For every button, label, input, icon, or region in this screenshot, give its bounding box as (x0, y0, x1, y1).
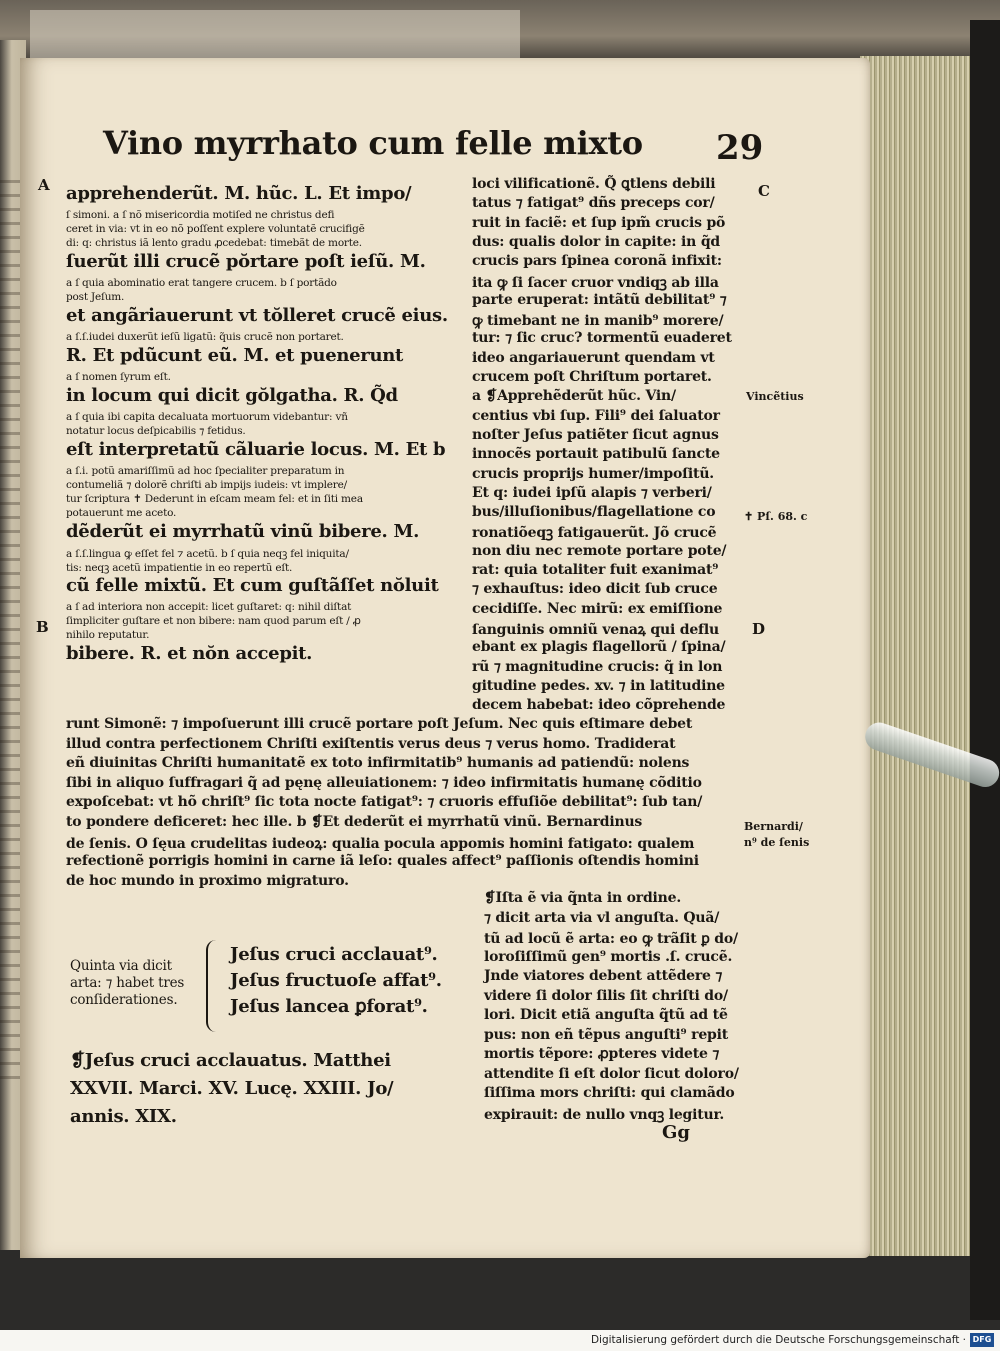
full-width-line: de hoc mundo in proximo migraturo. (66, 872, 349, 889)
brace-item: Jeſus cruci acclauat⁹. (230, 944, 438, 965)
footer-bar (0, 1330, 1000, 1351)
left-column-line: in locum qui dicit gŏlgatha. R. Q̃d (66, 385, 398, 406)
right-column-line: Et q: iudei ipſũ alapis ⁊ verberi/ (472, 484, 712, 501)
left-column-line: bibere. R. et nŏn accepit. (66, 643, 313, 664)
margin-note-bernardinus-2: n⁹ de ſenis (744, 836, 810, 849)
left-column-line: ſuerũt illi crucẽ pŏrtare poſt ieſũ. M. (66, 251, 426, 272)
left-column-line: dẽderũt ei myrrhatũ vinũ bibere. M. (66, 521, 420, 542)
right-column-line: cecidiſſe. Nec mirũ: ex emiſſione (472, 600, 723, 617)
margin-letter-c: C (758, 182, 770, 200)
left-column-line: contumeliã ⁊ dolorẽ chriſti ab impijs iudeis: vt implere/ (66, 479, 347, 491)
left-column-line: apprehenderũt. M. hũc. L. Et impo/ (66, 183, 412, 204)
right-column-line: gitudine pedes. xv. ⁊ in latitudine (472, 677, 725, 694)
right-column-line: parte eruperat: intãtũ debilitat⁹ ⁊ (472, 291, 727, 308)
quinta-line: arta: ⁊ habet tres (70, 975, 185, 991)
rubric-line: XXVII. Marci. XV. Lucę. XXIII. Jo/ (70, 1078, 394, 1099)
right-lower-line: Jnde viatores debent attẽdere ⁊ (484, 968, 723, 984)
right-lower-line: loroſiſſimũ gen⁹ mortis .ſ. crucẽ. (484, 948, 733, 965)
full-width-line: de ſenis. O ſęua crudelitas iudeoꝝ: qualia pocula appomis homini fatigato: qualem (66, 835, 695, 852)
margin-letter-b: B (36, 618, 49, 636)
margin-note-psalm: ✝ Pſ. 68. c (744, 510, 808, 523)
right-column-line: ⁊ exhauſtus: ideo dicit ſub cruce (472, 581, 718, 598)
right-column-line: non diu nec remote portare pote/ (472, 542, 727, 559)
left-column-line: di: q: christus iã lento gradu ꝓcedebat: timebãt de morte. (66, 237, 362, 249)
left-column-line: nihilo reputatur. (66, 629, 150, 641)
right-column-line: loci vilificationẽ. Q̃ ꝗtlens debili (472, 176, 716, 192)
running-header: Vino myrrhato cum felle mixto (103, 124, 643, 162)
left-column-line: tur ſcriptura ✝ Dederunt in eſcam meam fel: et in ſiti mea (66, 493, 363, 505)
right-column-line: noſter Jeſus patiẽter ſicut agnus (472, 426, 719, 443)
rubric-line: annis. XIX. (70, 1106, 177, 1127)
right-column-line: tatus ⁊ fatigat⁹ dñs preceps cor/ (472, 195, 715, 212)
rubric-line: ❡Jeſus cruci acclauatus. Matthei (70, 1050, 391, 1071)
facing-page-remnant (30, 10, 520, 60)
left-column-line: a ſ.i. potũ amariſſimũ ad hoc ſpecialiter preparatum in (66, 465, 345, 477)
right-lower-line: ſiſſima mors chriſti: qui clamãdo (484, 1085, 735, 1101)
right-lower-line: expirauit: de nullo vnqꝫ legitur. (484, 1106, 725, 1123)
right-column-line: rũ ⁊ magnitudine crucis: q̃ in lon (472, 658, 723, 675)
left-column-line: ſ simoni. a ſ nõ misericordia motiſed ne christus defi (66, 209, 335, 221)
right-column-line: ronatiõeqꝫ fatigauerũt. Jõ crucẽ (472, 525, 717, 542)
catchword: Gg (662, 1122, 690, 1143)
right-column-line: ruit in faciẽ: et ſup ipm̃ crucis põ (472, 214, 726, 231)
brace-item: Jeſus fructuoſe affat⁹. (230, 970, 442, 991)
left-column-line: ceret in via: vt in eo nõ poſſent explere voluntatẽ crucifigẽ (66, 223, 365, 235)
left-column-line: ſimpliciter guſtare et non bibere: nam quod parum eſt / ꝓ (66, 615, 361, 627)
left-column-line: potauerunt me aceto. (66, 507, 177, 519)
right-column-line: centius vbi ſup. Fili⁹ dei ſaluator (472, 407, 720, 424)
right-column-line: innocẽs portauit patibulũ ſancte (472, 446, 720, 463)
right-column-line: tur: ⁊ ſic cruc? tormentũ euaderet (472, 330, 732, 347)
right-lower-line: pus: non eñ tẽpus anguſti⁹ repit (484, 1026, 729, 1043)
full-width-line: runt Simonẽ: ⁊ impoſuerunt illi crucẽ portare poſt Jeſum. Nec quis eſtimare debet (66, 716, 693, 732)
right-column-line: ſanguinis omniũ venaꝝ qui deflu (472, 621, 719, 638)
quinta-line: conſiderationes. (70, 992, 178, 1008)
right-column-line: a ❡Apprehẽderũt hũc. Vin/ (472, 388, 676, 405)
page-block-edges (860, 56, 975, 1256)
right-column-line: dus: qualis dolor in capite: in q̃d (472, 233, 720, 250)
quinta-line: Quinta via dicit (70, 958, 172, 974)
right-lower-line: ❡Iſta ẽ via q̃nta in ordine. (484, 890, 682, 906)
left-column-line: a ſ quia ibi capita decaluata mortuorum videbantur: vñ (66, 411, 348, 423)
right-column-line: ebant ex plagis flagellorũ / ſpina/ (472, 639, 726, 656)
right-column-line: ideo angariauerunt quendam vt (472, 349, 715, 366)
right-lower-line: lori. Dicit etiã anguſta q̃tũ ad tẽ (484, 1007, 728, 1023)
right-column-line: crucem poſt Chriſtum portaret. (472, 369, 712, 385)
dfg-logo: DFG (970, 1333, 994, 1347)
right-lower-line: tũ ad locũ ẽ arta: eo ꝙ trãſit ꝑ do/ (484, 931, 738, 947)
right-column-line: decem habebat: ideo cõprehende (472, 697, 726, 714)
left-column-line: a ſ quia abominatio erat tangere crucem. b ſ portãdo (66, 277, 337, 289)
left-column-line: a ſ.ſ.lingua ꝙ eſſet fel ⁊ acetũ. b ſ quia neqꝫ fel iniquita/ (66, 548, 349, 560)
left-column-line: R. Et pdũcunt eũ. M. et puenerunt (66, 345, 404, 366)
full-width-line: ſibi in aliquo ſuffragari q̃ ad pęnę alleuiationem: ⁊ ideo infirmitatis humanę cõditio (66, 774, 702, 791)
left-column-line: eſt interpretatũ cãluarie locus. M. Et b (66, 439, 446, 460)
left-column-line: a ſ ad interiora non accepit: licet guſtaret: q: nihil diſtat (66, 601, 352, 613)
full-width-line: illud contra perfectionem Chriſti exiſtentis verus deus ⁊ verus homo. Tradiderat (66, 735, 676, 752)
left-column-line: cũ felle mixtũ. Et cum guſtãſſet nŏluit (66, 575, 439, 596)
left-column-line: post Jeſum. (66, 291, 125, 303)
full-width-line: refectionẽ porrigis homini in carne iã leſo: quales affect⁹ paſſionis oſtendis homini (66, 853, 699, 870)
right-column-line: rat: quia totaliter fuit exanimat⁹ (472, 562, 719, 578)
margin-letter-d: D (752, 620, 766, 638)
right-lower-line: videre ſi dolor ſilis ſit chriſti do/ (484, 987, 728, 1004)
full-width-line: eñ diuinitas Chriſti humanitatẽ ex toto infirmitatib⁹ humanis ad patiendũ: nolens (66, 755, 690, 772)
page-number: 29 (716, 128, 764, 168)
brace-item: Jeſus lancea ꝑforat⁹. (230, 996, 428, 1017)
left-column-line: notatur locus deſpicabilis ⁊ fetidus. (66, 425, 246, 437)
right-column-line: crucis proprijs humer/impoſitũ. (472, 465, 714, 482)
right-lower-line: attendite ſi eſt dolor ſicut doloro/ (484, 1065, 739, 1082)
right-column-line: bus/illuſionibus/flagellatione co (472, 504, 716, 521)
right-lower-line: mortis tẽpore: ꝓpteres videte ⁊ (484, 1046, 720, 1062)
margin-letter-a: A (38, 176, 50, 194)
funding-credit: Digitalisierung gefördert durch die Deutsche Forschungsgemeinschaft · (590, 1334, 966, 1346)
right-lower-line: ⁊ dicit arta via vl anguſta. Quã/ (484, 909, 720, 926)
left-column-line: tis: neqꝫ acetũ impatientie in eo repertũ eſt. (66, 562, 293, 574)
full-width-line: to pondere deficeret: hec ille. b ❡Et dederũt ei myrrhatũ vinũ. Bernardinus (66, 814, 643, 830)
curly-brace (206, 940, 228, 1032)
book-binding (970, 20, 1000, 1320)
margin-note-bernardinus-1: Bernardi/ (744, 820, 803, 833)
left-column-line: et angãriauerunt vt tŏlleret crucẽ eius. (66, 305, 448, 326)
right-column-line: ita ꝙ ſi ſacer cruor vndiqꝫ ab illa (472, 274, 719, 291)
left-column-line: a ſ.ſ.iudei duxerũt ieſũ ligatũ: q̃uis crucẽ non portaret. (66, 331, 344, 343)
right-column-line: crucis pars ſpinea coronã infixit: (472, 253, 722, 270)
full-width-line: expoſcebat: vt hõ chriſt⁹ ſic tota nocte fatigat⁹: ⁊ cruoris effuſiõe debilitat⁹: ſub tan/ (66, 794, 703, 811)
right-column-line: ꝙ timebant ne in manib⁹ morere/ (472, 313, 724, 330)
left-column-line: a ſ nomen ſyrum eſt. (66, 371, 171, 383)
margin-note-vincentius: Vincẽtius (746, 390, 804, 403)
